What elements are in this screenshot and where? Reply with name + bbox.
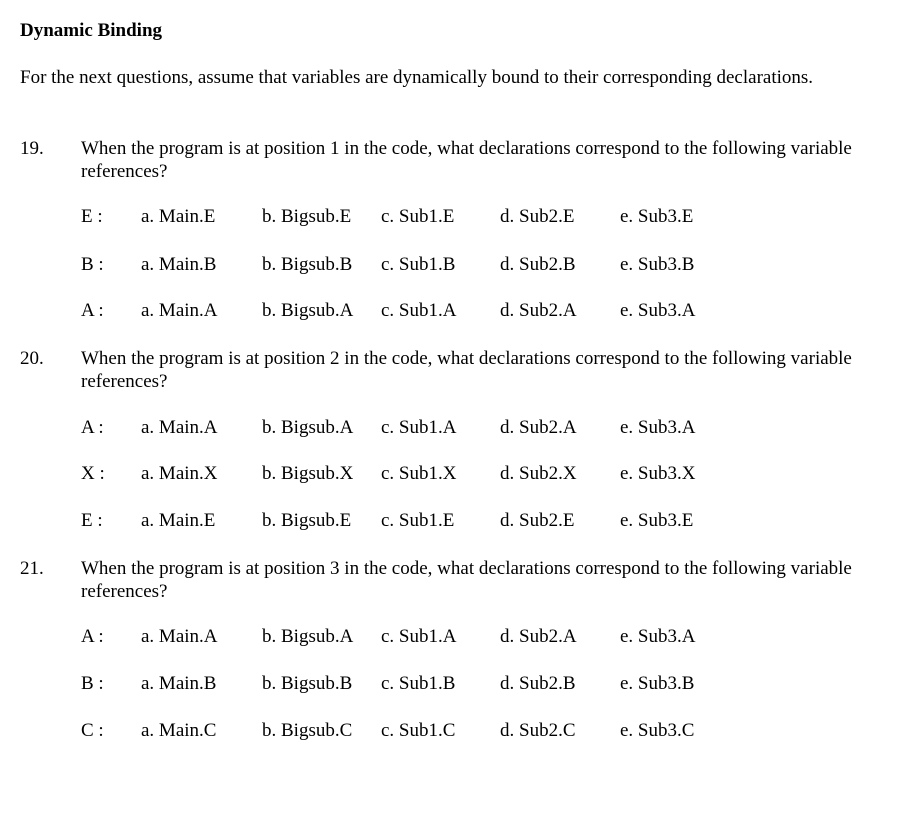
variable-label: B : bbox=[81, 673, 104, 694]
answer-row-20-3 bbox=[0, 509, 908, 533]
choice-a: a. Main.X bbox=[141, 463, 218, 484]
question-number: 19. bbox=[20, 138, 44, 159]
choice-d: d. Sub2.B bbox=[500, 673, 576, 694]
choice-b: b. Bigsub.A bbox=[262, 300, 354, 321]
choice-b: b. Bigsub.E bbox=[262, 510, 352, 531]
choice-a: a. Main.B bbox=[141, 673, 217, 694]
section-heading: Dynamic Binding bbox=[20, 20, 163, 41]
question-text: When the program is at position 1 in the code, what declarations correspond to the following variable references? bbox=[81, 138, 852, 182]
choice-b: b. Bigsub.A bbox=[262, 417, 354, 438]
choice-a: a. Main.C bbox=[141, 720, 217, 741]
variable-label: A : bbox=[81, 300, 104, 321]
choice-c: c. Sub1.C bbox=[381, 720, 456, 741]
choice-a: a. Main.A bbox=[141, 626, 218, 647]
choice-d: d. Sub2.B bbox=[500, 254, 576, 275]
answer-row-21-2 bbox=[0, 672, 908, 696]
choice-c: c. Sub1.B bbox=[381, 673, 456, 694]
choice-c: c. Sub1.X bbox=[381, 463, 457, 484]
choice-e: e. Sub3.B bbox=[620, 254, 695, 275]
choice-b: b. Bigsub.X bbox=[262, 463, 354, 484]
choice-e: e. Sub3.X bbox=[620, 463, 696, 484]
choice-a: a. Main.A bbox=[141, 417, 218, 438]
choice-b: b. Bigsub.E bbox=[262, 206, 352, 227]
answer-row-19-1 bbox=[0, 205, 908, 229]
variable-label: E : bbox=[81, 510, 103, 531]
choice-d: d. Sub2.C bbox=[500, 720, 576, 741]
answer-row-19-2 bbox=[0, 253, 908, 277]
choice-c: c. Sub1.A bbox=[381, 626, 457, 647]
choice-e: e. Sub3.C bbox=[620, 720, 695, 741]
choice-e: e. Sub3.A bbox=[620, 626, 696, 647]
question-text: When the program is at position 2 in the code, what declarations correspond to the following variable references? bbox=[81, 348, 852, 392]
answer-row-21-3 bbox=[0, 719, 908, 743]
choice-d: d. Sub2.X bbox=[500, 463, 577, 484]
answer-row-20-1 bbox=[0, 416, 908, 440]
variable-label: A : bbox=[81, 417, 104, 438]
choice-c: c. Sub1.B bbox=[381, 254, 456, 275]
choice-d: d. Sub2.E bbox=[500, 206, 575, 227]
choice-c: c. Sub1.A bbox=[381, 300, 457, 321]
intro-paragraph: For the next questions, assume that variables are dynamically bound to their corresponding declarations. bbox=[20, 67, 814, 88]
answer-row-20-2 bbox=[0, 462, 908, 486]
choice-b: b. Bigsub.B bbox=[262, 673, 353, 694]
choice-d: d. Sub2.A bbox=[500, 626, 577, 647]
choice-d: d. Sub2.A bbox=[500, 300, 577, 321]
choice-a: a. Main.E bbox=[141, 206, 216, 227]
variable-label: E : bbox=[81, 206, 103, 227]
variable-label: A : bbox=[81, 626, 104, 647]
choice-b: b. Bigsub.B bbox=[262, 254, 353, 275]
choice-c: c. Sub1.E bbox=[381, 510, 455, 531]
choice-e: e. Sub3.E bbox=[620, 206, 694, 227]
choice-c: c. Sub1.A bbox=[381, 417, 457, 438]
choice-e: e. Sub3.E bbox=[620, 510, 694, 531]
question-number: 20. bbox=[20, 348, 44, 369]
choice-e: e. Sub3.A bbox=[620, 300, 696, 321]
answer-row-19-3 bbox=[0, 299, 908, 323]
variable-label: X : bbox=[81, 463, 105, 484]
choice-d: d. Sub2.A bbox=[500, 417, 577, 438]
question-text: When the program is at position 3 in the code, what declarations correspond to the following variable references? bbox=[81, 558, 852, 602]
choice-a: a. Main.B bbox=[141, 254, 217, 275]
question-number: 21. bbox=[20, 558, 44, 579]
choice-b: b. Bigsub.C bbox=[262, 720, 353, 741]
choice-b: b. Bigsub.A bbox=[262, 626, 354, 647]
variable-label: B : bbox=[81, 254, 104, 275]
choice-d: d. Sub2.E bbox=[500, 510, 575, 531]
choice-a: a. Main.A bbox=[141, 300, 218, 321]
answer-row-21-1 bbox=[0, 625, 908, 649]
choice-c: c. Sub1.E bbox=[381, 206, 455, 227]
choice-a: a. Main.E bbox=[141, 510, 216, 531]
choice-e: e. Sub3.A bbox=[620, 417, 696, 438]
variable-label: C : bbox=[81, 720, 104, 741]
choice-e: e. Sub3.B bbox=[620, 673, 695, 694]
